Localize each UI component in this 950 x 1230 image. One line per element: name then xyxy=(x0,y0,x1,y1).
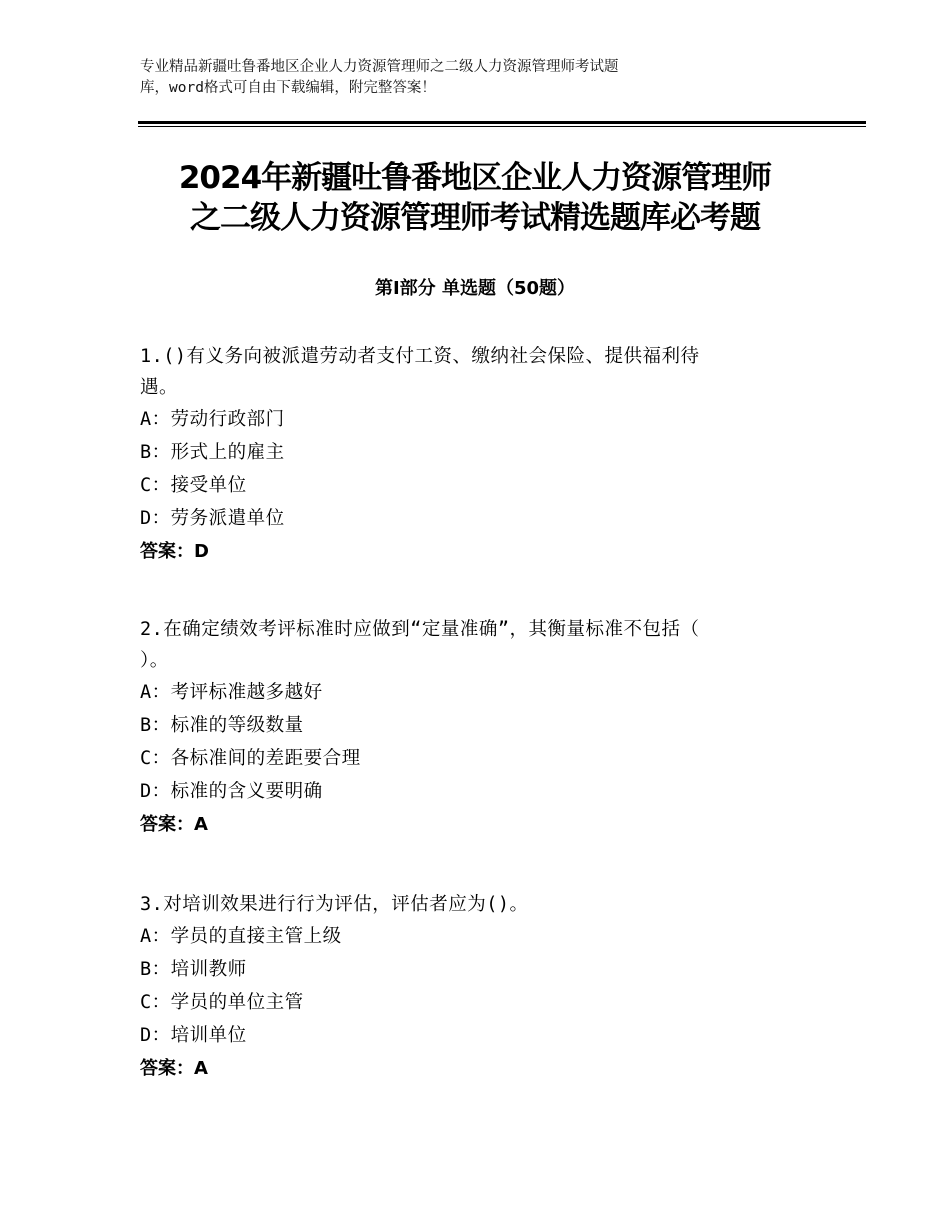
answer: 答案：A xyxy=(140,814,208,835)
question-stem: ）。 xyxy=(140,650,169,671)
question-stem: 遇。 xyxy=(140,377,179,398)
option-b: B：培训教师 xyxy=(140,959,247,980)
option-a: A：劳动行政部门 xyxy=(140,409,285,430)
question-2 xyxy=(140,614,820,842)
header-note xyxy=(140,57,780,99)
document-title-line: 2024年新疆吐鲁番地区企业人力资源管理师 xyxy=(178,160,772,196)
header-divider-thin xyxy=(138,126,866,127)
section-heading: 第Ⅰ部分 单选题（50题） xyxy=(374,278,575,299)
option-c: C：接受单位 xyxy=(140,475,247,496)
option-c: C：各标准间的差距要合理 xyxy=(140,748,361,769)
question-stem: 3.对培训效果进行行为评估，评估者应为()。 xyxy=(140,894,529,915)
header-note-line: 库，word格式可自由下载编辑，附完整答案！ xyxy=(140,80,436,96)
header-divider-thick xyxy=(138,121,866,124)
option-b: B：形式上的雇主 xyxy=(140,442,285,463)
option-d: D：劳务派遣单位 xyxy=(140,508,285,529)
document-title xyxy=(100,158,850,238)
option-d: D：标准的含义要明确 xyxy=(140,781,323,802)
option-a: A：考评标准越多越好 xyxy=(140,682,323,703)
question-1 xyxy=(140,341,820,569)
question-stem: 1.()有义务向被派遣劳动者支付工资、缴纳社会保险、提供福利待 xyxy=(140,346,700,367)
question-stem: 2.在确定绩效考评标准时应做到“定量准确”，其衡量标准不包括（ xyxy=(140,619,700,640)
option-c: C：学员的单位主管 xyxy=(140,992,304,1013)
answer: 答案：D xyxy=(140,541,209,562)
question-3 xyxy=(140,889,820,1086)
option-a: A：学员的直接主管上级 xyxy=(140,926,342,947)
option-b: B：标准的等级数量 xyxy=(140,715,304,736)
header-note-line: 专业精品新疆吐鲁番地区企业人力资源管理师之二级人力资源管理师考试题 xyxy=(140,59,619,75)
document-title-line: 之二级人力资源管理师考试精选题库必考题 xyxy=(190,200,760,236)
answer: 答案：A xyxy=(140,1058,208,1079)
option-d: D：培训单位 xyxy=(140,1025,247,1046)
